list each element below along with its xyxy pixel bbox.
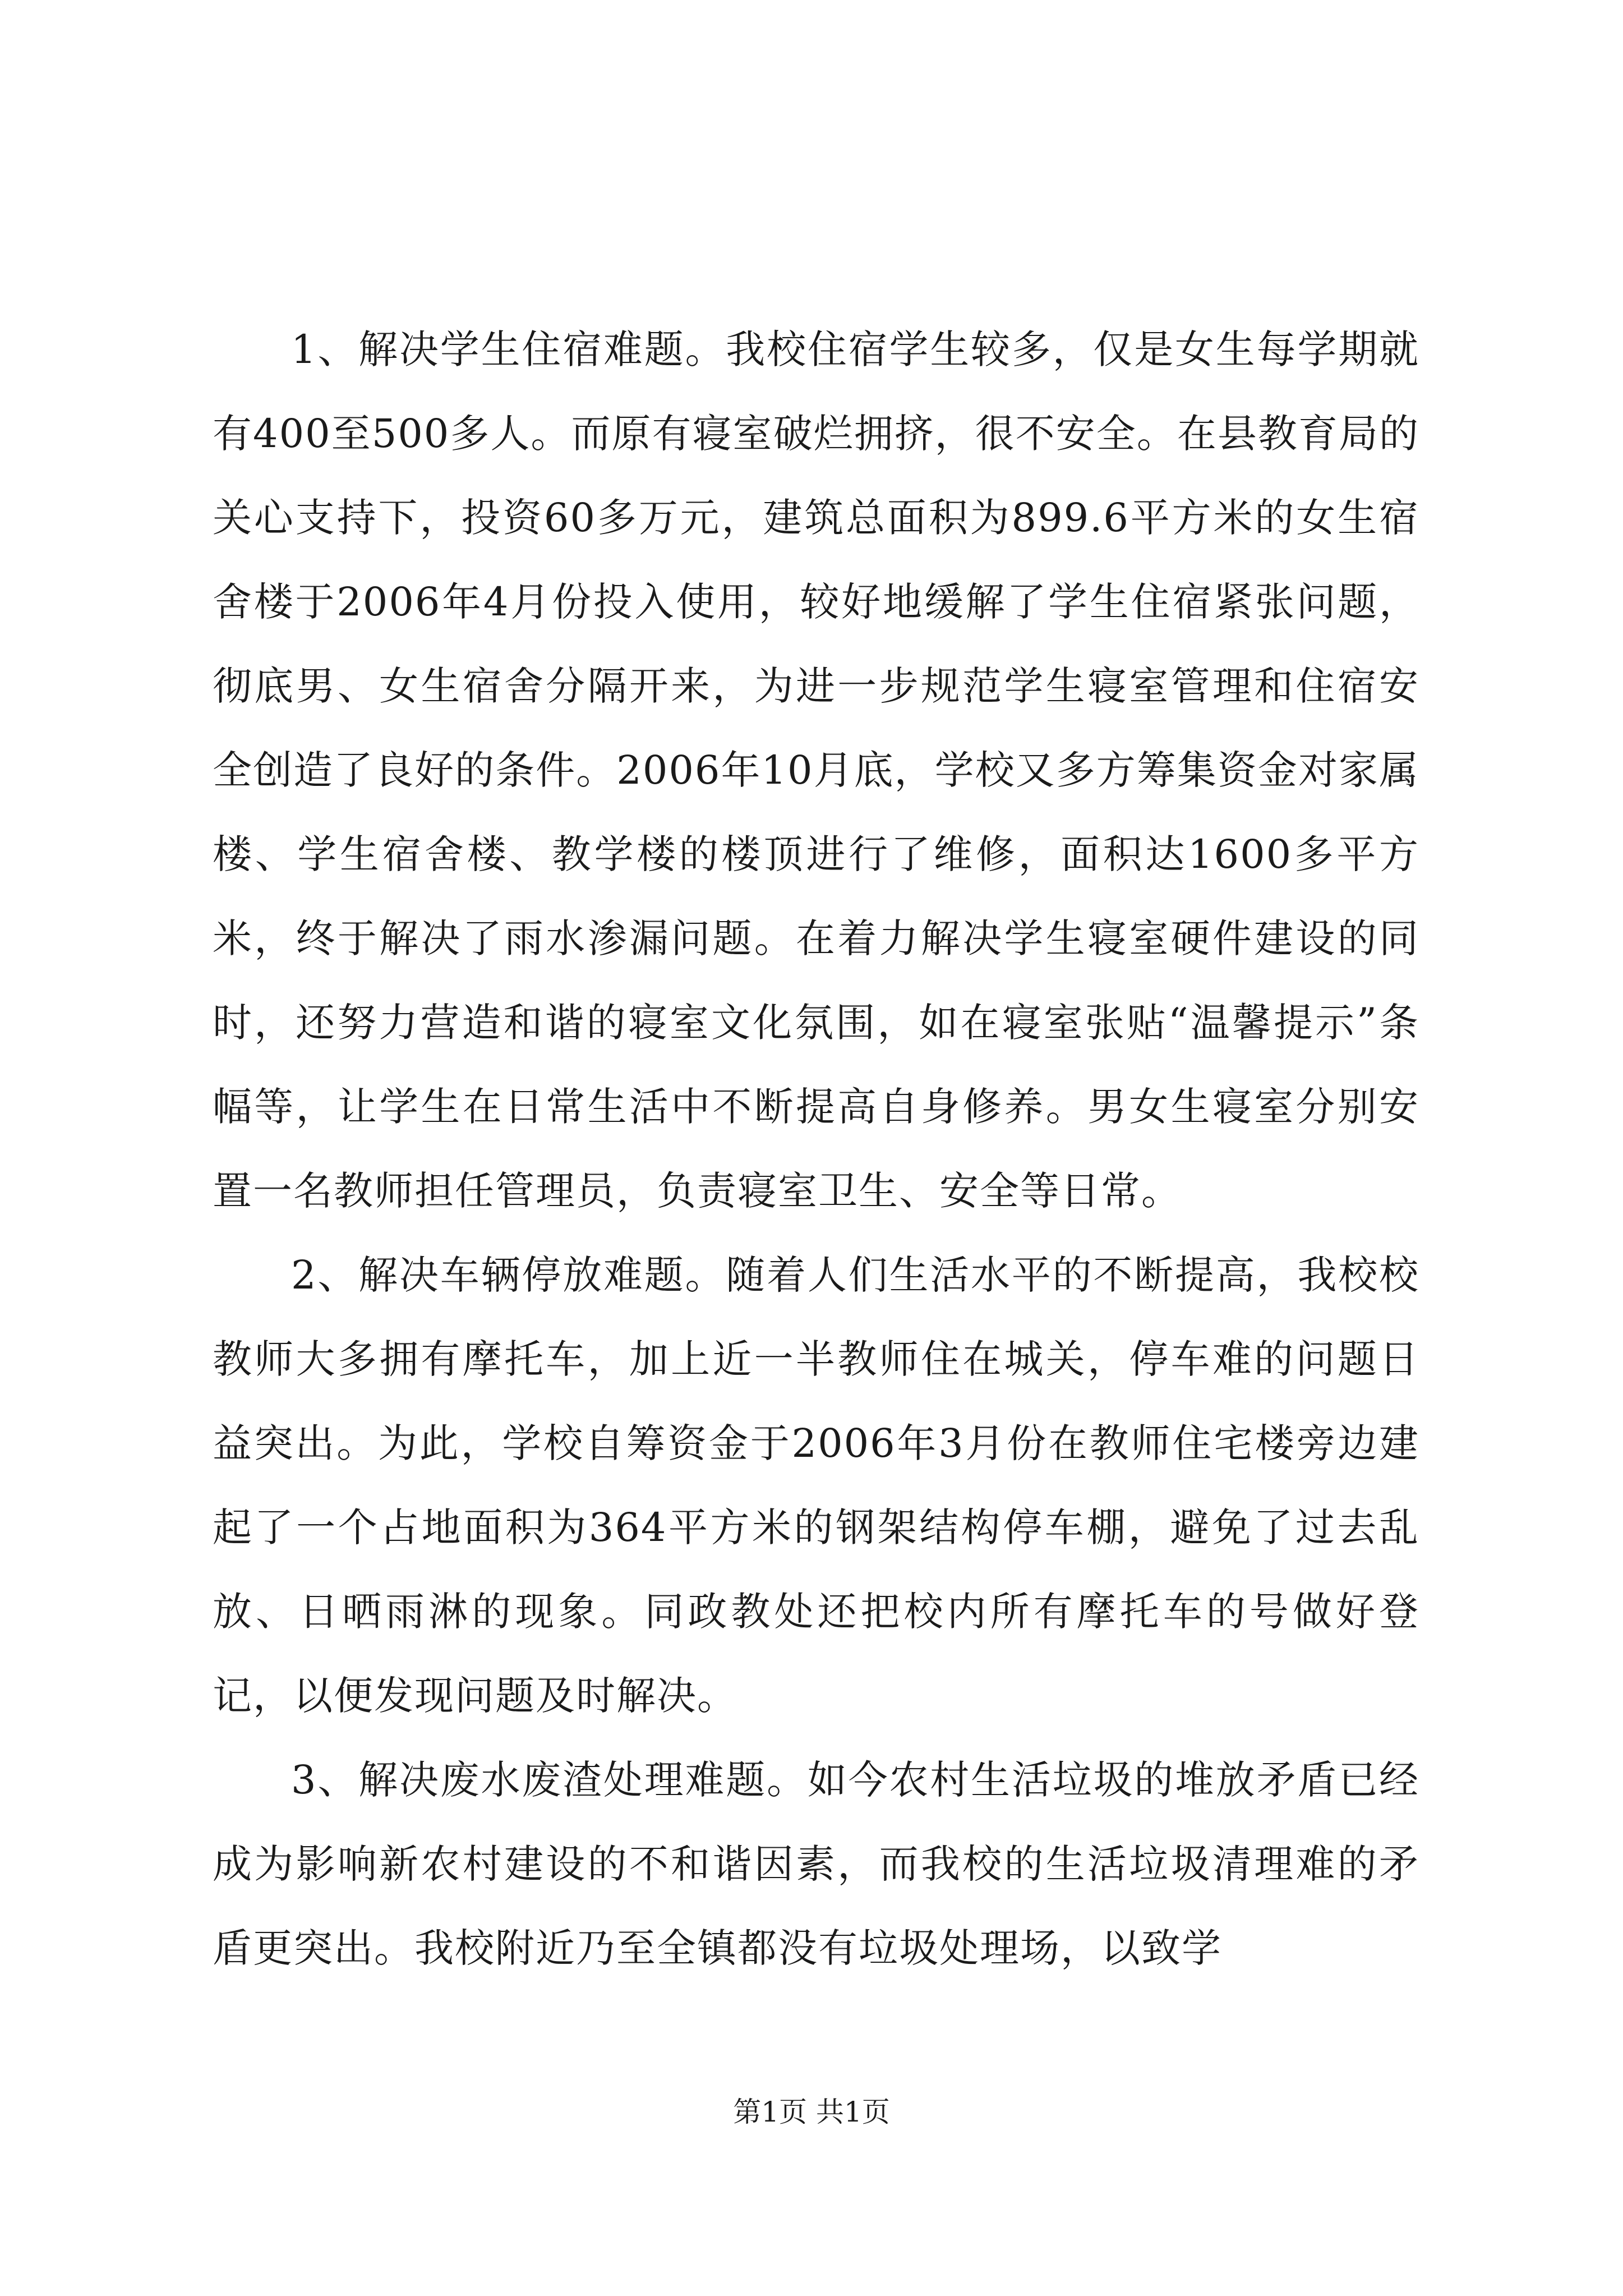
paragraph-waste-disposal: 3、解决废水废渣处理难题。如今农村生活垃圾的堆放矛盾已经成为影响新农村建设的不和谐因素，而我校的生活垃圾清理难的矛盾更突出。我校附近乃至全镇都没有垃圾处理场，以致学 xyxy=(213,1757,1419,1971)
paragraph-student-housing: 1、解决学生住宿难题。我校住宿学生较多，仅是女生每学期就有400至500多人。而原有寝室破烂拥挤，很不安全。在县教育局的关心支持下，投资60多万元，建筑总面积为899.6平方米的女生宿舍楼于2006年4月份投入使用，较好地缓解了学生住宿紧张问题，彻底男、女生宿舍分隔开来，为进一步规范学生寝室管理和住宿安全创造了良好的条件。2006年10月底，学校又多方筹集资金对家属楼、学生宿舍楼、教学楼的楼顶进行了维修，面积达1600多平方米，终于解决了雨水渗漏问题。在着力解决学生寝室硬件建设的同时，还努力营造和谐的寝室文化氛围，如在寝室张贴“温馨提示”条幅等，让学生在日常生活中不断提高自身修养。男女生寝室分别安置一名教师担任管理员，负责寝室卫生、安全等日常。 xyxy=(213,326,1419,1214)
page-footer: 第1页 共1页 xyxy=(733,2096,890,2128)
document-body xyxy=(213,307,1419,1990)
paragraph-vehicle-parking: 2、解决车辆停放难题。随着人们生活水平的不断提高，我校校教师大多拥有摩托车，加上近一半教师住在城关，停车难的问题日益突出。为此，学校自筹资金于2006年3月份在教师住宅楼旁边建起了一个占地面积为364平方米的钢架结构停车棚，避免了过去乱放、日晒雨淋的现象。同政教处还把校内所有摩托车的号做好登记，以便发现问题及时解决。 xyxy=(213,1252,1419,1719)
